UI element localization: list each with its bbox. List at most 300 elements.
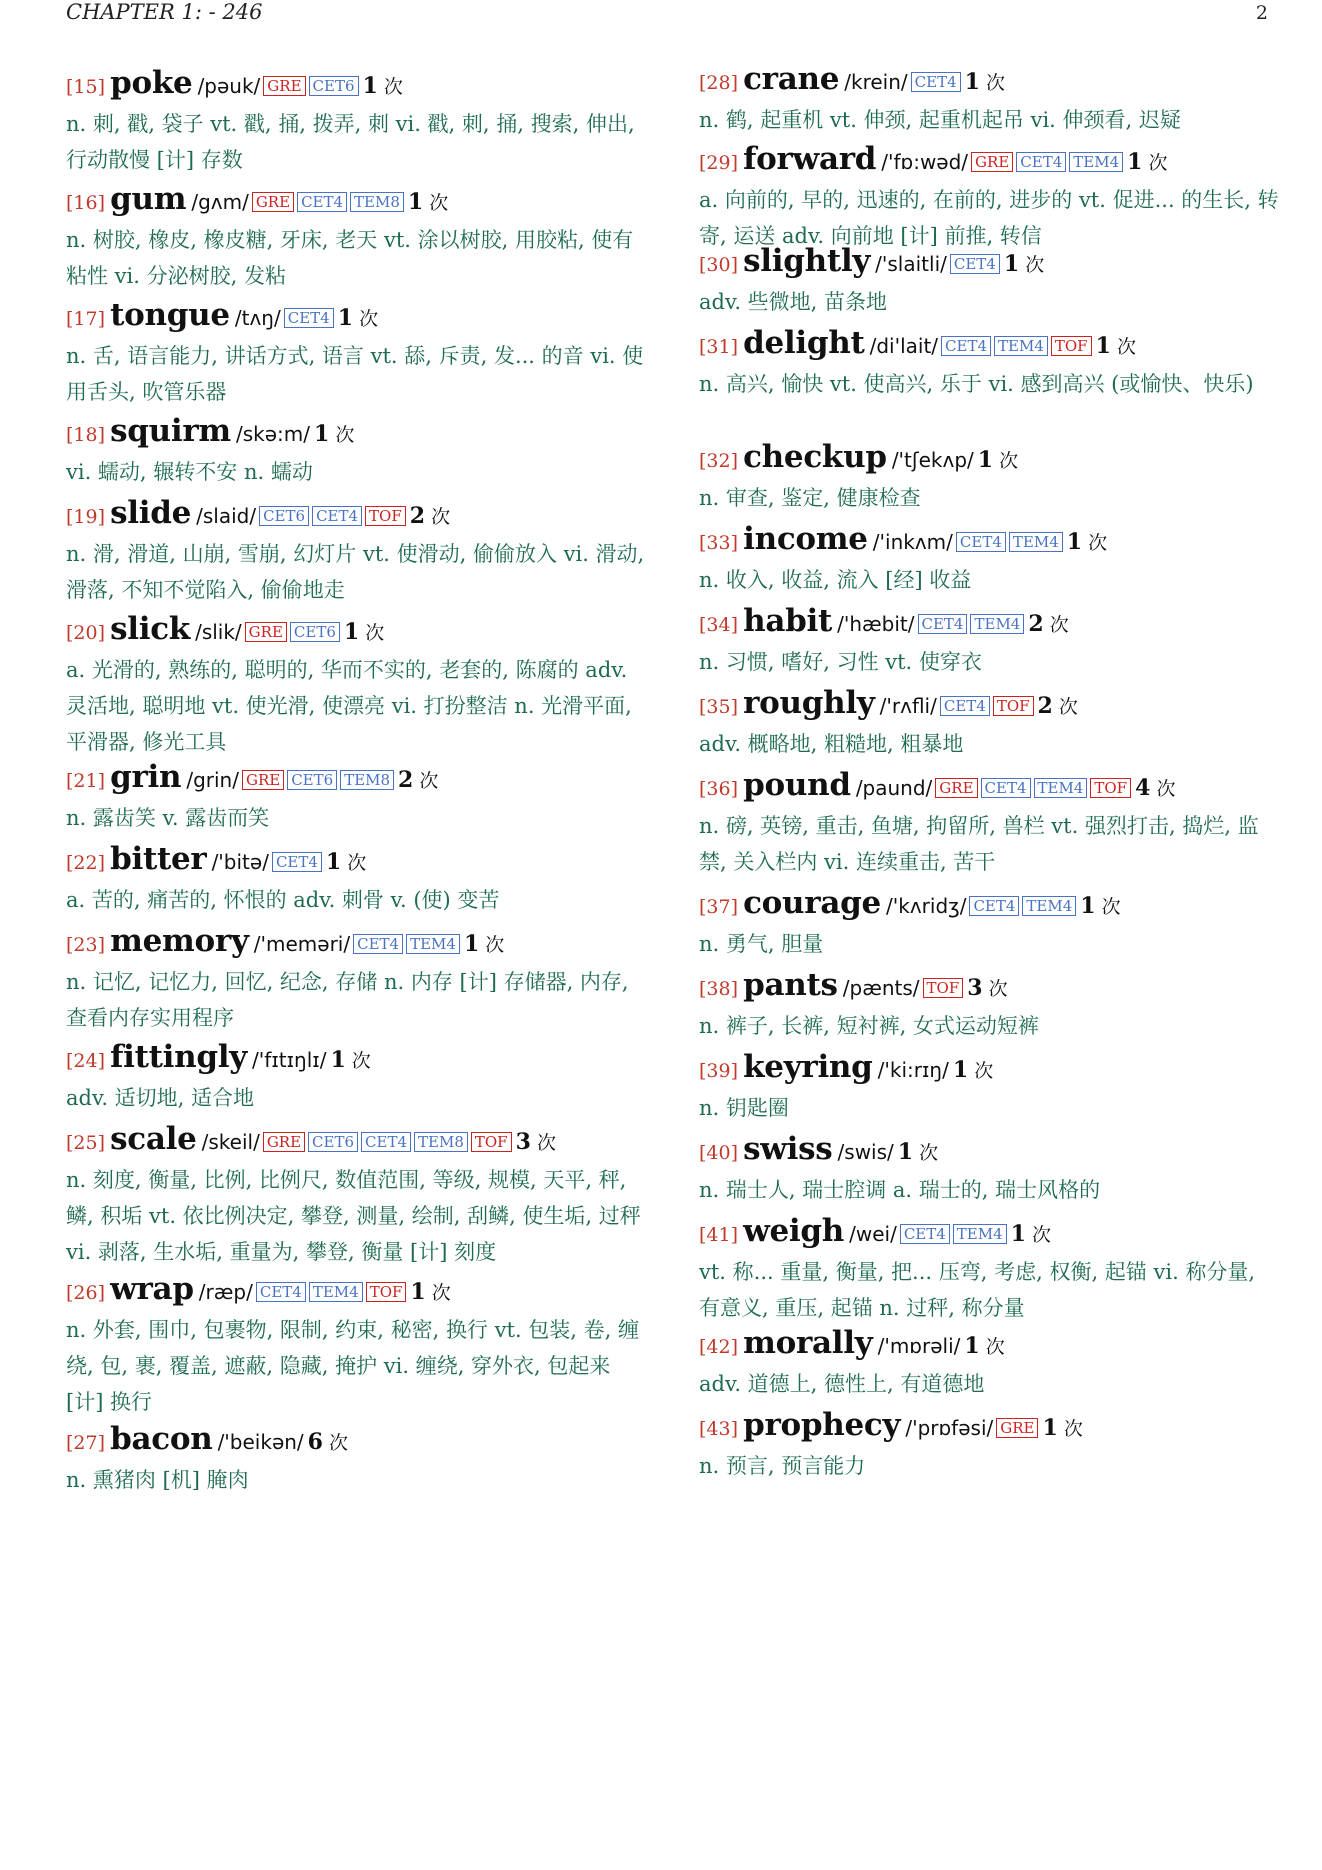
exam-tag: CET4	[950, 254, 1000, 274]
exam-tag: TOF	[365, 506, 406, 526]
vocab-entry	[66, 492, 646, 608]
count-value: 4	[1135, 775, 1151, 801]
count-value: 1	[977, 447, 994, 473]
vocab-entry	[699, 1322, 1279, 1402]
phonetic: /'meməri/	[253, 932, 351, 956]
exam-tag: TEM4	[994, 336, 1048, 356]
count-unit: 次	[431, 1282, 451, 1304]
count-value: 1	[952, 1057, 969, 1083]
count-unit: 次	[919, 1142, 939, 1164]
phonetic: /'slaitli/	[875, 252, 947, 276]
exam-tag: CET4	[312, 506, 362, 526]
count-value: 1	[410, 1279, 426, 1305]
definition: n. 熏猪肉 [机] 腌肉	[66, 1468, 249, 1492]
definition: n. 收入, 收益, 流入 [经] 收益	[699, 568, 972, 592]
count-value: 1	[964, 69, 980, 95]
count-value: 1	[1042, 1415, 1058, 1441]
headword-line	[66, 294, 646, 336]
count-value: 1	[337, 305, 354, 331]
exam-tag: TOF	[366, 1282, 407, 1302]
entry-index: [37]	[699, 896, 739, 918]
phonetic: /skeil/	[201, 1130, 260, 1154]
headword: gum	[110, 181, 187, 217]
frequency-count	[1042, 1415, 1083, 1441]
headword: crane	[743, 61, 840, 97]
definition: adv. 些微地, 苗条地	[699, 290, 888, 314]
definition: vi. 蠕动, 辗转不安 n. 蠕动	[66, 460, 313, 484]
headword-line	[66, 1118, 646, 1160]
vocab-entry	[66, 410, 646, 490]
frequency-count	[362, 73, 403, 99]
entry-index: [42]	[699, 1336, 739, 1358]
frequency-count	[1010, 1221, 1052, 1247]
phonetic: /'inkʌm/	[872, 530, 953, 554]
count-unit: 次	[429, 192, 449, 214]
vocab-entry	[699, 58, 1279, 138]
exam-tag: GRE	[263, 1132, 305, 1152]
exam-tag: CET4	[900, 1224, 950, 1244]
vocab-entry	[699, 682, 1279, 762]
headword: habit	[743, 603, 833, 639]
count-unit: 次	[974, 1060, 994, 1082]
headword: prophecy	[743, 1407, 901, 1443]
vocab-entry	[699, 240, 1279, 320]
count-unit: 次	[1049, 614, 1069, 636]
definition: n. 勇气, 胆量	[699, 932, 824, 956]
exam-tag: CET6	[259, 506, 309, 526]
frequency-count	[1066, 529, 1108, 555]
headword: courage	[743, 885, 881, 921]
count-value: 1	[964, 1333, 980, 1359]
count-value: 1	[330, 1047, 346, 1073]
headword-line	[699, 1046, 1279, 1088]
frequency-count	[1003, 251, 1045, 277]
exam-tag: CET4	[981, 778, 1031, 798]
exam-tag: CET4	[353, 934, 403, 954]
exam-tag: CET6	[287, 770, 337, 790]
exam-tag: GRE	[971, 152, 1013, 172]
phonetic: /slik/	[195, 620, 242, 644]
headword-line	[66, 756, 646, 798]
exam-tag: TEM4	[1022, 896, 1076, 916]
frequency-count	[897, 1139, 939, 1165]
headword: wrap	[110, 1271, 194, 1307]
headword-line	[699, 1128, 1279, 1170]
phonetic: /gʌm/	[191, 190, 249, 214]
vocab-entry	[66, 756, 646, 836]
definition: n. 舌, 语言能力, 讲话方式, 语言 vt. 舔, 斥责, 发... 的音 vi. 使用舌头, 吹管乐器	[66, 344, 644, 404]
count-value: 1	[1080, 893, 1096, 919]
exam-tag: TEM4	[406, 934, 460, 954]
count-value: 3	[967, 975, 983, 1001]
chapter-title: CHAPTER 1: - 246	[66, 0, 263, 24]
headword: fittingly	[110, 1039, 247, 1075]
vocab-entry	[66, 178, 646, 294]
headword: roughly	[743, 685, 875, 721]
vocab-entry	[66, 1118, 646, 1270]
vocab-entry	[699, 138, 1279, 254]
exam-tag: GRE	[996, 1418, 1038, 1438]
vocab-entry	[699, 1210, 1279, 1326]
phonetic: /swis/	[837, 1140, 894, 1164]
exam-tag: TEM4	[953, 1224, 1007, 1244]
entry-index: [33]	[699, 532, 739, 554]
exam-tag: GRE	[242, 770, 284, 790]
definition: n. 鹤, 起重机 vt. 伸颈, 起重机起吊 vi. 伸颈看, 迟疑	[699, 108, 1181, 132]
entry-index: [21]	[66, 770, 106, 792]
definition: adv. 道德上, 德性上, 有道德地	[699, 1372, 985, 1396]
vocab-entry	[699, 322, 1279, 402]
entry-index: [15]	[66, 76, 106, 98]
definition: adv. 概略地, 粗糙地, 粗暴地	[699, 732, 964, 756]
frequency-count	[343, 619, 385, 645]
frequency-count	[410, 1279, 451, 1305]
frequency-count	[1028, 611, 1069, 637]
vocab-entry	[66, 920, 646, 1036]
definition: n. 滑, 滑道, 山崩, 雪崩, 幻灯片 vt. 使滑动, 偷偷放入 vi. 滑动, 滑落, 不知不觉陷入, 偷偷地走	[66, 542, 645, 602]
definition: n. 外套, 围巾, 包裹物, 限制, 约束, 秘密, 换行 vt. 包装, 卷, 缠绕, 包, 裹, 覆盖, 遮蔽, 隐藏, 掩护 vi. 缠绕, 穿外衣, 包起来 [计] 换行	[66, 1318, 640, 1414]
entry-index: [41]	[699, 1224, 739, 1246]
entry-index: [43]	[699, 1418, 739, 1440]
phonetic: /'ki:rɪŋ/	[877, 1058, 949, 1082]
entry-index: [36]	[699, 778, 739, 800]
headword-line	[66, 62, 646, 104]
count-unit: 次	[1116, 336, 1136, 358]
definition: vt. 称... 重量, 衡量, 把... 压弯, 考虑, 权衡, 起锚 vi. 称分量, 有意义, 重压, 起锚 n. 过秤, 称分量	[699, 1260, 1256, 1320]
exam-tag: TEM4	[309, 1282, 363, 1302]
vocab-entry	[66, 838, 646, 918]
count-value: 1	[1003, 251, 1020, 277]
count-value: 1	[1010, 1221, 1026, 1247]
entry-index: [32]	[699, 450, 739, 472]
phonetic: /'prɒfəsi/	[905, 1416, 994, 1440]
definition: n. 裤子, 长裤, 短衬裤, 女式运动短裤	[699, 1014, 1039, 1038]
headword: weigh	[743, 1213, 845, 1249]
phonetic: /'fɪtɪŋlɪ/	[252, 1048, 327, 1072]
exam-tag: CET4	[940, 696, 990, 716]
frequency-count	[463, 931, 505, 957]
vocab-entry	[699, 600, 1279, 680]
exam-tag: CET4	[272, 852, 322, 872]
vocab-entry	[66, 1036, 646, 1116]
definition: n. 磅, 英镑, 重击, 鱼塘, 拘留所, 兽栏 vt. 强烈打击, 捣烂, 监禁, 关入栏内 vi. 连续重击, 苦干	[699, 814, 1259, 874]
entry-index: [19]	[66, 506, 106, 528]
count-unit: 次	[986, 72, 1006, 94]
entry-index: [34]	[699, 614, 739, 636]
headword-line	[66, 410, 646, 452]
count-unit: 次	[985, 1336, 1005, 1358]
exam-tag: GRE	[935, 778, 977, 798]
count-unit: 次	[536, 1132, 556, 1154]
entry-index: [31]	[699, 336, 739, 358]
headword: morally	[743, 1325, 873, 1361]
definition: n. 露齿笑 v. 露齿而笑	[66, 806, 270, 830]
exam-tag: CET4	[941, 336, 991, 356]
frequency-count	[314, 421, 355, 447]
headword-line	[699, 240, 1279, 282]
frequency-count	[515, 1129, 556, 1155]
vocab-entry	[699, 518, 1279, 598]
headword: pants	[743, 967, 838, 1003]
count-value: 1	[325, 849, 342, 875]
entry-index: [28]	[699, 72, 739, 94]
phonetic: /'kʌridʒ/	[886, 894, 967, 918]
frequency-count	[1135, 775, 1176, 801]
headword: squirm	[110, 413, 231, 449]
vocab-entry	[699, 964, 1279, 1044]
headword-line	[699, 682, 1279, 724]
headword-line	[699, 1322, 1279, 1364]
vocab-entry	[66, 1418, 646, 1498]
count-unit: 次	[1148, 152, 1168, 174]
vocab-entry	[66, 62, 646, 178]
exam-tag: CET4	[361, 1132, 411, 1152]
headword: bacon	[110, 1421, 213, 1457]
phonetic: /pænts/	[842, 976, 920, 1000]
count-value: 2	[1037, 693, 1053, 719]
phonetic: /'hæbit/	[837, 612, 915, 636]
frequency-count	[952, 1057, 994, 1083]
exam-tag: TEM4	[1034, 778, 1088, 798]
frequency-count	[1095, 333, 1136, 359]
definition: n. 树胶, 橡皮, 橡皮糖, 牙床, 老天 vt. 涂以树胶, 用胶粘, 使有粘性 vi. 分泌树胶, 发粘	[66, 228, 634, 288]
definition: n. 刻度, 衡量, 比例, 比例尺, 数值范围, 等级, 规模, 天平, 秤, 鳞, 积垢 vt. 依比例决定, 攀登, 测量, 绘制, 刮鳞, 使生垢, 过秤 vi. 剥落, 生水垢, 重量为, 攀登, 衡量 [计] 刻度	[66, 1168, 641, 1264]
exam-tag: CET4	[969, 896, 1019, 916]
headword-line	[699, 882, 1279, 924]
entry-index: [24]	[66, 1050, 106, 1072]
count-unit: 次	[988, 978, 1008, 1000]
phonetic: /'bitə/	[211, 850, 269, 874]
frequency-count	[967, 975, 1008, 1001]
definition: a. 向前的, 早的, 迅速的, 在前的, 进步的 vt. 促进... 的生长, 转寄, 运送 adv. 向前地 [计] 前推, 转信	[699, 188, 1279, 248]
count-unit: 次	[1058, 696, 1078, 718]
count-unit: 次	[1156, 778, 1176, 800]
frequency-count	[977, 447, 1019, 473]
definition: n. 高兴, 愉快 vt. 使高兴, 乐于 vi. 感到高兴 (或愉快、快乐)	[699, 372, 1254, 396]
count-value: 1	[1095, 333, 1111, 359]
count-unit: 次	[383, 76, 403, 98]
entry-index: [29]	[699, 152, 739, 174]
vocab-entry	[699, 764, 1279, 880]
phonetic: /pəuk/	[197, 74, 261, 98]
phonetic: /'tʃekʌp/	[891, 448, 974, 472]
vocab-entry	[66, 294, 646, 410]
exam-tag: GRE	[252, 192, 294, 212]
headword: income	[743, 521, 868, 557]
headword: poke	[110, 65, 193, 101]
phonetic: /tʌŋ/	[234, 306, 281, 330]
frequency-count	[1080, 893, 1121, 919]
count-value: 1	[362, 73, 378, 99]
entry-index: [16]	[66, 192, 106, 214]
headword-line	[66, 920, 646, 962]
exam-tag: TEM4	[970, 614, 1024, 634]
exam-tag: TEM8	[414, 1132, 468, 1152]
headword-line	[699, 436, 1279, 478]
headword-line	[699, 764, 1279, 806]
count-value: 1	[1127, 149, 1143, 175]
count-value: 6	[307, 1429, 323, 1455]
headword: slightly	[743, 243, 871, 279]
frequency-count	[330, 1047, 371, 1073]
count-unit: 次	[365, 622, 385, 644]
count-value: 2	[409, 503, 426, 529]
count-value: 2	[1028, 611, 1044, 637]
headword: slick	[110, 611, 190, 647]
headword: slide	[110, 495, 192, 531]
headword: swiss	[743, 1131, 833, 1167]
entry-index: [35]	[699, 696, 739, 718]
definition: n. 瑞士人, 瑞士腔调 a. 瑞士的, 瑞士风格的	[699, 1178, 1101, 1202]
exam-tag: CET4	[911, 72, 961, 92]
definition: adv. 适切地, 适合地	[66, 1086, 255, 1110]
entry-index: [27]	[66, 1432, 106, 1454]
count-unit: 次	[431, 506, 451, 528]
count-value: 1	[343, 619, 360, 645]
definition: n. 记忆, 记忆力, 回忆, 纪念, 存储 n. 内存 [计] 存储器, 内存, 查看内存实用程序	[66, 970, 629, 1030]
headword-line	[66, 1036, 646, 1078]
count-value: 1	[463, 931, 480, 957]
count-unit: 次	[485, 934, 505, 956]
exam-tag: CET4	[256, 1282, 306, 1302]
count-unit: 次	[1101, 896, 1121, 918]
exam-tag: TOF	[1090, 778, 1131, 798]
vocab-entry	[66, 1268, 646, 1420]
phonetic: /paund/	[855, 776, 933, 800]
count-value: 1	[897, 1139, 914, 1165]
count-value: 1	[1066, 529, 1083, 555]
phonetic: /'mɒrəli/	[877, 1334, 961, 1358]
headword-line	[66, 1418, 646, 1460]
definition: n. 习惯, 嗜好, 习性 vt. 使穿衣	[699, 650, 982, 674]
headword: checkup	[743, 439, 887, 475]
headword: tongue	[110, 297, 230, 333]
entry-index: [23]	[66, 934, 106, 956]
exam-tag: CET4	[918, 614, 968, 634]
frequency-count	[964, 1333, 1005, 1359]
count-value: 1	[407, 189, 424, 215]
count-unit: 次	[351, 1050, 371, 1072]
count-unit: 次	[1063, 1418, 1083, 1440]
entry-index: [22]	[66, 852, 106, 874]
headword: forward	[743, 141, 877, 177]
count-unit: 次	[347, 852, 367, 874]
entry-index: [30]	[699, 254, 739, 276]
entry-index: [18]	[66, 424, 106, 446]
exam-tag: TOF	[923, 978, 964, 998]
entry-index: [26]	[66, 1282, 106, 1304]
exam-tag: TOF	[993, 696, 1034, 716]
frequency-count	[337, 305, 379, 331]
exam-tag: CET6	[308, 1132, 358, 1152]
count-value: 1	[314, 421, 330, 447]
exam-tag: CET4	[956, 532, 1006, 552]
exam-tag: CET4	[297, 192, 347, 212]
headword: keyring	[743, 1049, 873, 1085]
frequency-count	[398, 767, 439, 793]
entry-index: [25]	[66, 1132, 106, 1154]
headword-line	[699, 58, 1279, 100]
phonetic: /skə:m/	[235, 422, 310, 446]
count-value: 3	[515, 1129, 531, 1155]
exam-tag: GRE	[245, 622, 287, 642]
headword: delight	[743, 325, 865, 361]
count-unit: 次	[359, 308, 379, 330]
count-value: 2	[398, 767, 414, 793]
entry-index: [20]	[66, 622, 106, 644]
exam-tag: CET4	[1016, 152, 1066, 172]
headword-line	[699, 600, 1279, 642]
entry-index: [17]	[66, 308, 106, 330]
headword: memory	[110, 923, 249, 959]
entry-index: [38]	[699, 978, 739, 1000]
phonetic: /'rʌfli/	[879, 694, 937, 718]
headword-line	[699, 964, 1279, 1006]
exam-tag: CET4	[284, 308, 334, 328]
exam-tag: CET6	[290, 622, 340, 642]
headword-line	[699, 322, 1279, 364]
vocab-entry	[699, 1128, 1279, 1208]
headword: grin	[110, 759, 182, 795]
phonetic: /slaid/	[196, 504, 257, 528]
frequency-count	[409, 503, 451, 529]
count-unit: 次	[999, 450, 1019, 472]
exam-tag: CET6	[309, 76, 359, 96]
headword-line	[699, 1210, 1279, 1252]
phonetic: /'beikən/	[217, 1430, 304, 1454]
vocab-entry	[699, 1046, 1279, 1126]
headword: scale	[110, 1121, 197, 1157]
count-unit: 次	[329, 1432, 349, 1454]
definition: a. 苦的, 痛苦的, 怀恨的 adv. 刺骨 v. (使) 变苦	[66, 888, 500, 912]
definition: n. 刺, 戳, 袋子 vt. 戳, 捅, 拨弄, 刺 vi. 戳, 刺, 捅, 搜索, 伸出, 行动散慢 [计] 存数	[66, 112, 635, 172]
headword-line	[66, 492, 646, 534]
frequency-count	[307, 1429, 349, 1455]
headword-line	[699, 138, 1279, 180]
exam-tag: TEM8	[350, 192, 404, 212]
exam-tag: TEM8	[340, 770, 394, 790]
vocab-entry	[66, 608, 646, 760]
entry-index: [40]	[699, 1142, 739, 1164]
exam-tag: TOF	[1051, 336, 1092, 356]
vocab-entry	[699, 882, 1279, 962]
phonetic: /ræp/	[198, 1280, 253, 1304]
headword: pound	[743, 767, 851, 803]
definition: n. 钥匙圈	[699, 1096, 789, 1120]
entry-index: [39]	[699, 1060, 739, 1082]
frequency-count	[1037, 693, 1078, 719]
frequency-count	[407, 189, 449, 215]
exam-tag: TEM4	[1069, 152, 1123, 172]
headword-line	[66, 178, 646, 220]
count-unit: 次	[1025, 254, 1045, 276]
vocab-entry	[699, 436, 1279, 516]
phonetic: /wei/	[849, 1222, 897, 1246]
phonetic: /di'lait/	[869, 334, 939, 358]
count-unit: 次	[419, 770, 439, 792]
definition: n. 预言, 预言能力	[699, 1454, 866, 1478]
vocab-entry	[699, 1404, 1279, 1484]
phonetic: /krein/	[844, 70, 908, 94]
count-unit: 次	[335, 424, 355, 446]
definition: n. 审查, 鉴定, 健康检查	[699, 486, 921, 510]
definition: a. 光滑的, 熟练的, 聪明的, 华而不实的, 老套的, 陈腐的 adv. 灵活地, 聪明地 vt. 使光滑, 使漂亮 vi. 打扮整洁 n. 光滑平面, 平滑器, 修光工具	[66, 658, 632, 754]
frequency-count	[325, 849, 367, 875]
exam-tag: TEM4	[1009, 532, 1063, 552]
headword-line	[699, 1404, 1279, 1446]
frequency-count	[1127, 149, 1168, 175]
count-unit: 次	[1088, 532, 1108, 554]
